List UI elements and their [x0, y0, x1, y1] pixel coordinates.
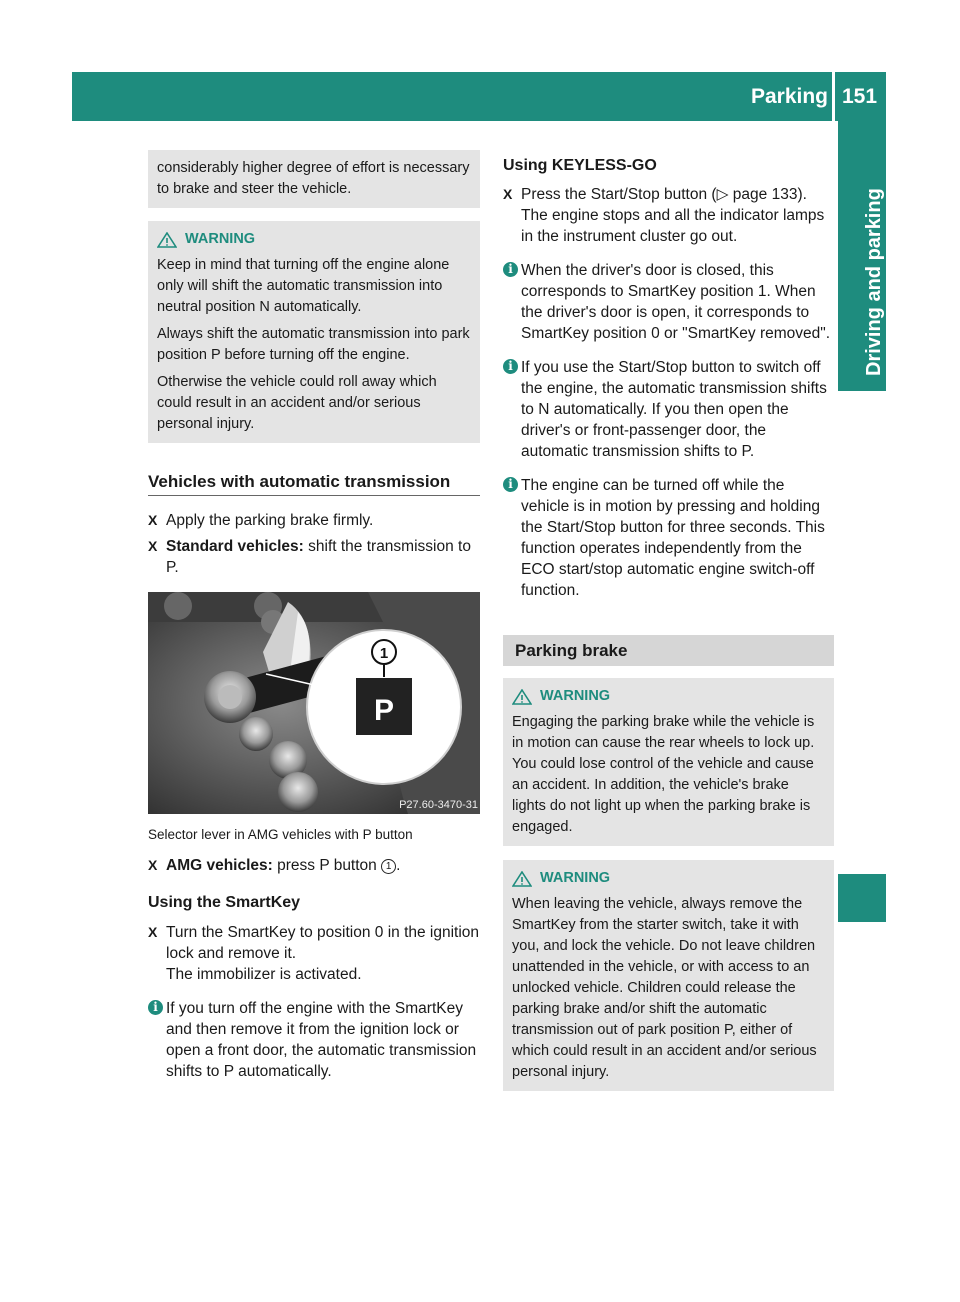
step-text: Press the Start/Stop button (▷ page 133).	[521, 186, 807, 203]
left-column	[148, 150, 480, 1082]
warning-box	[503, 678, 834, 846]
page-number: 151	[842, 85, 878, 108]
step-text: press P button	[272, 857, 382, 874]
warning-heading	[157, 229, 471, 250]
warning-text-1: Keep in mind that turning off the engine alone only will shift the automatic transmission into neutral position N automatically.	[157, 257, 450, 315]
photo-code: P27.60-3470-31	[399, 799, 478, 811]
step-item	[503, 184, 834, 247]
step-marker-icon: X	[148, 538, 158, 554]
step-marker-icon: X	[148, 857, 158, 873]
step-text: shift the transmission to P.	[166, 538, 471, 576]
step-item	[148, 536, 480, 578]
warning-label: WARNING	[540, 870, 611, 886]
step-marker-icon: X	[148, 924, 158, 940]
callout-ref: 1	[381, 859, 396, 874]
right-column	[503, 150, 834, 1091]
warning-box	[148, 221, 480, 443]
warning-box	[503, 860, 834, 1091]
warning-text: Engaging the parking brake while the vehicle is in motion can cause the rear wheels to lock up. You could lose control of the vehicle and cause an accident. In addition, the vehicle's brake lights do not light up when the parking brake is engaged.	[512, 714, 815, 835]
info-icon: i	[503, 262, 518, 277]
note-text: The engine can be turned off while the vehicle is in motion by pressing and holding the Start/Stop button for three seconds. This function operates independently from the ECO start/stop automatic engine switch-off function.	[521, 477, 825, 599]
subheading: Using the SmartKey	[148, 894, 301, 911]
step-result: The immobilizer is activated.	[166, 966, 362, 983]
info-icon: i	[503, 359, 518, 374]
p-button-glyph: P	[373, 694, 395, 727]
warning-heading	[512, 686, 825, 707]
info-note	[503, 357, 834, 462]
photo-caption: Selector lever in AMG vehicles with P button	[148, 827, 413, 842]
step-item: X AMG vehicles: press P button 1 .	[148, 857, 401, 874]
warning-text: When leaving the vehicle, always remove the SmartKey from the starter switch, take it with you, and lock the vehicle. Do not leave children unattended in the vehicle, or with access to an unlocked vehicle. Children could release the parking brake and/or shift the automatic transmission out of park position P, either of which could result in an accident and/or serious personal injury.	[512, 896, 817, 1080]
warning-label: WARNING	[185, 231, 256, 247]
section-band-title: Parking brake	[503, 635, 834, 666]
note-text: If you use the Start/Stop button to switch off the engine, the automatic transmission shifts to N automatically. If you then open the driver's or front-passenger door, the automatic transmission shifts to P.	[521, 359, 827, 460]
side-marker	[838, 874, 886, 922]
warning-triangle-icon	[157, 232, 177, 248]
subheading: Using KEYLESS-GO	[503, 157, 657, 174]
step-item	[148, 510, 480, 531]
warning-heading	[512, 868, 825, 889]
warning-label: WARNING	[540, 688, 611, 704]
side-tab-label: Driving and parking	[863, 188, 885, 376]
selector-lever-photo	[148, 592, 480, 814]
warning-triangle-icon	[512, 689, 532, 705]
info-note	[503, 475, 834, 601]
step-item	[148, 922, 480, 985]
step-bold-label: Standard vehicles:	[166, 538, 304, 555]
info-icon: i	[503, 477, 518, 492]
callout-number: 1	[379, 645, 389, 662]
info-note	[148, 998, 480, 1082]
step-text: Turn the SmartKey to position 0 in the ignition lock and remove it.	[166, 924, 480, 962]
section-title: Vehicles with automatic transmission	[148, 471, 480, 496]
step-bold-label: AMG vehicles:	[166, 857, 273, 874]
step-result: The engine stops and all the indicator lamps in the instrument cluster go out.	[521, 207, 825, 245]
note-text: If you turn off the engine with the SmartKey and then remove it from the ignition lock or open a front door, the automatic transmission shifts to P automatically.	[166, 1000, 477, 1080]
info-icon: i	[148, 1000, 163, 1015]
step-text: Apply the parking brake firmly.	[166, 512, 374, 529]
continued-text: considerably higher degree of effort is necessary to brake and steer the vehicle.	[157, 160, 470, 197]
chapter-title: Parking	[750, 85, 828, 108]
step-marker-icon: X	[148, 512, 158, 528]
step-marker-icon: X	[503, 186, 513, 202]
note-text: When the driver's door is closed, this corresponds to SmartKey position 1. When the driver's door is open, it corresponds to SmartKey position 0 or "SmartKey removed".	[521, 262, 831, 342]
warning-text-3: Otherwise the vehicle could roll away which could result in an accident and/or serious personal injury.	[157, 374, 437, 432]
warning-triangle-icon	[512, 871, 532, 887]
warning-text-2: Always shift the automatic transmission into park position P before turning off the engine.	[157, 326, 470, 363]
header-divider	[832, 72, 835, 121]
continued-text-box	[148, 150, 480, 208]
info-note	[503, 260, 834, 344]
